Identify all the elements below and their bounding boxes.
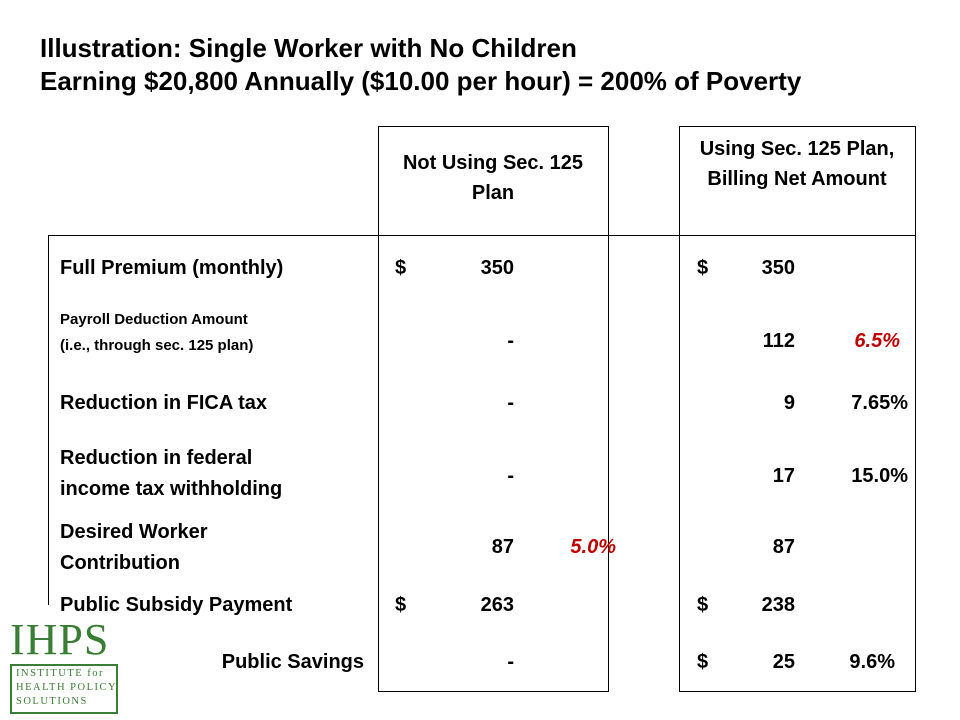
row6-b-value: 238 <box>761 594 795 616</box>
table-top-a <box>378 126 608 127</box>
row-label-federal-line2: income tax withholding <box>60 478 283 500</box>
row-label-desired-line1: Desired Worker <box>60 521 208 543</box>
row-label-desired-line2: Contribution <box>60 552 180 574</box>
table-top-b <box>679 126 915 127</box>
row7-b-value: 25 <box>772 651 795 673</box>
row1-b-dollar: $ <box>697 257 709 279</box>
row6-a-value: 263 <box>480 594 514 616</box>
logo-line-2: HEALTH POLICY <box>16 682 118 693</box>
row-label-subsidy: Public Subsidy Payment <box>60 594 293 616</box>
row1-a-dollar: $ <box>395 257 407 279</box>
row4-b-pct: 15.0% <box>851 465 908 487</box>
row6-a-dollar: $ <box>395 594 407 616</box>
table-header-rule <box>48 235 915 236</box>
row2-b-value: 112 <box>762 330 795 352</box>
row1-b-value: 350 <box>761 257 795 279</box>
header-not-using-text: Not Using Sec. 125 Plan <box>402 152 584 204</box>
title-line-2: Earning $20,800 Annually ($10.00 per hour) = 200% of Poverty <box>40 66 802 96</box>
slide-title <box>40 32 801 98</box>
table-line-left-col-a <box>378 126 379 692</box>
row6-b-dollar: $ <box>697 594 709 616</box>
row3-b-pct: 7.65% <box>851 392 908 414</box>
logo-line-1: INSTITUTE for <box>16 668 105 679</box>
row-label-payroll-line2: (i.e., through sec. 125 plan) <box>60 337 254 354</box>
row7-b-dollar: $ <box>697 651 709 673</box>
table-line-right-col-a <box>608 126 609 692</box>
row7-b-pct: 9.6% <box>849 651 895 673</box>
row-label-fica: Reduction in FICA tax <box>60 392 268 414</box>
table-line-label-col <box>48 235 49 605</box>
row4-b-value: 17 <box>772 465 795 487</box>
table-line-left-col-b <box>679 126 680 692</box>
ihps-logo <box>10 615 122 714</box>
header-using-text: Using Sec. 125 Plan, Billing Net Amount <box>699 138 895 190</box>
row3-b-value: 9 <box>783 392 795 414</box>
title-line-1: Illustration: Single Worker with No Children <box>40 33 577 63</box>
table-bottom-b <box>679 691 915 692</box>
row7-a-value: - <box>507 651 514 673</box>
table-line-right-col-b <box>915 126 916 692</box>
row5-b-value: 87 <box>772 536 795 558</box>
logo-wordmark: IHPS <box>10 615 110 664</box>
row-label-full-premium: Full Premium (monthly) <box>60 257 284 279</box>
logo-line-3: SOLUTIONS <box>16 696 88 707</box>
header-using <box>688 134 906 194</box>
row5-a-pct: 5.0% <box>570 536 616 558</box>
logo-subtitle-box <box>10 664 118 714</box>
row4-a-value: - <box>507 465 514 487</box>
row-label-savings: Public Savings <box>221 651 364 673</box>
row-label-payroll-line1: Payroll Deduction Amount <box>60 311 248 328</box>
row-label-federal-line1: Reduction in federal <box>60 447 253 469</box>
header-not-using <box>398 148 588 208</box>
row3-a-value: - <box>507 392 514 414</box>
row5-a-value: 87 <box>491 536 514 558</box>
table-bottom-a <box>378 691 608 692</box>
row2-b-pct: 6.5% <box>854 330 900 352</box>
row1-a-value: 350 <box>480 257 514 279</box>
row2-a-value: - <box>507 330 514 352</box>
